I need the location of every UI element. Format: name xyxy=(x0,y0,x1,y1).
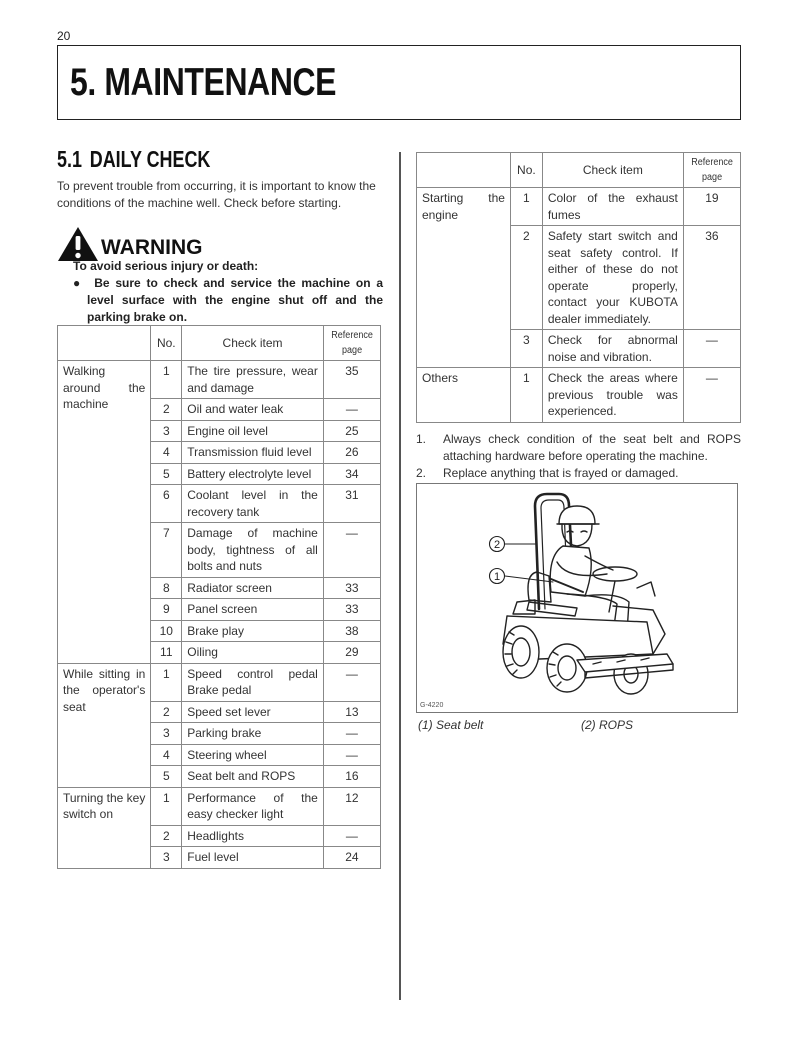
callout-seat-belt xyxy=(490,569,505,584)
check-group-label: Others xyxy=(417,368,511,423)
group-header xyxy=(417,153,511,188)
note-item: 2. Replace anything that is frayed or damaged. xyxy=(416,466,679,480)
note-item: 1. Always check condition of the seat belt and ROPS attaching hardware before operating the machine. xyxy=(416,432,741,463)
column-divider xyxy=(399,152,401,1000)
reference-page: 33 xyxy=(323,599,380,621)
row-number: 9 xyxy=(151,599,182,621)
mower-drawing xyxy=(417,484,737,712)
check-item: Seat belt and ROPS xyxy=(182,766,324,788)
check-item: Brake play xyxy=(182,620,324,642)
row-number: 3 xyxy=(151,847,182,869)
row-number: 2 xyxy=(510,226,542,330)
caption-seat-belt: (1) Seat belt xyxy=(418,718,484,732)
no-header: No. xyxy=(151,326,182,361)
check-item: Color of the exhaust fumes xyxy=(542,188,683,226)
table-row xyxy=(417,188,741,226)
row-number: 11 xyxy=(151,642,182,664)
check-item-header: Check item xyxy=(542,153,683,188)
row-number: 6 xyxy=(151,485,182,523)
svg-text:2: 2 xyxy=(493,539,501,551)
check-item: Performance of the easy checker light xyxy=(182,787,324,825)
check-item: The tire pressure, wear and damage xyxy=(182,361,324,399)
check-item: Parking brake xyxy=(182,723,324,745)
check-item: Speed control pedal Brake pedal xyxy=(182,663,324,701)
no-header: No. xyxy=(510,153,542,188)
reference-page: 19 xyxy=(683,188,740,226)
reference-page: 12 xyxy=(323,787,380,825)
callout-rops xyxy=(490,537,505,552)
section-title xyxy=(57,146,210,173)
check-item: Steering wheel xyxy=(182,744,324,766)
caption-rops: (2) ROPS xyxy=(581,718,634,732)
chapter-title: 5. MAINTENANCE xyxy=(70,60,337,104)
daily-check-table-right xyxy=(416,152,741,423)
check-item: Headlights xyxy=(182,825,324,847)
reference-page: 36 xyxy=(683,226,740,330)
row-number: 5 xyxy=(151,463,182,485)
reference-page: 29 xyxy=(323,642,380,664)
reference-page: — xyxy=(323,523,380,578)
row-number: 2 xyxy=(151,825,182,847)
check-item-header: Check item xyxy=(182,326,324,361)
reference-page-header: Reference page xyxy=(683,153,740,188)
table-header-row xyxy=(417,153,741,188)
table-row xyxy=(58,787,381,825)
row-number: 4 xyxy=(151,442,182,464)
reference-page: — xyxy=(323,663,380,701)
warning-header xyxy=(57,222,203,262)
reference-page: 26 xyxy=(323,442,380,464)
check-group-label: While sitting in the operator's seat xyxy=(58,663,151,787)
reference-page: — xyxy=(683,330,740,368)
check-item: Speed set lever xyxy=(182,701,324,723)
chapter-header xyxy=(57,45,741,120)
check-item: Transmission fluid level xyxy=(182,442,324,464)
check-item: Radiator screen xyxy=(182,577,324,599)
row-number: 3 xyxy=(510,330,542,368)
check-item: Check the areas where previous trouble was experienced. xyxy=(542,368,683,423)
reference-page: 33 xyxy=(323,577,380,599)
row-number: 2 xyxy=(151,701,182,723)
row-number: 1 xyxy=(510,368,542,423)
daily-check-table-left xyxy=(57,325,381,869)
table-header-row xyxy=(58,326,381,361)
check-item: Engine oil level xyxy=(182,420,324,442)
check-item: Damage of machine body, tightness of all bolts and nuts xyxy=(182,523,324,578)
row-number: 10 xyxy=(151,620,182,642)
row-number: 3 xyxy=(151,420,182,442)
reference-page: — xyxy=(323,723,380,745)
check-group-label: Walking around the machine xyxy=(58,361,151,664)
row-number: 1 xyxy=(151,663,182,701)
reference-page: 25 xyxy=(323,420,380,442)
warning-triangle-icon xyxy=(57,226,99,262)
check-item: Oil and water leak xyxy=(182,399,324,421)
check-item: Panel screen xyxy=(182,599,324,621)
group-header xyxy=(58,326,151,361)
row-number: 4 xyxy=(151,744,182,766)
check-item: Check for abnormal noise and vibration. xyxy=(542,330,683,368)
reference-page: 35 xyxy=(323,361,380,399)
check-group-label: Starting the engine xyxy=(417,188,511,368)
warning-label: WARNING xyxy=(101,236,203,259)
row-number: 3 xyxy=(151,723,182,745)
reference-page: — xyxy=(683,368,740,423)
row-number: 2 xyxy=(151,399,182,421)
table-row xyxy=(58,361,381,399)
section-title-text: DAILY CHECK xyxy=(89,146,211,172)
bullet-dot-icon: ● xyxy=(73,276,95,290)
reference-page: 16 xyxy=(323,766,380,788)
row-number: 5 xyxy=(151,766,182,788)
warning-subhead: To avoid serious injury or death: xyxy=(73,259,259,273)
check-item: Coolant level in the recovery tank xyxy=(182,485,324,523)
reference-page: — xyxy=(323,744,380,766)
reference-page: 34 xyxy=(323,463,380,485)
section-number: 5.1 xyxy=(57,146,82,172)
table-row xyxy=(58,663,381,701)
warning-bullet-text: Be sure to check and service the machine on a level surface with the engine shut off and the parking brake on. xyxy=(87,276,383,324)
reference-page: — xyxy=(323,825,380,847)
section-intro: To prevent trouble from occurring, it is important to know the conditions of the machine well. Check before starting. xyxy=(57,179,376,210)
check-group-label: Turning the key switch on xyxy=(58,787,151,868)
svg-text:1: 1 xyxy=(493,571,501,583)
reference-page: 38 xyxy=(323,620,380,642)
notes-list xyxy=(416,431,741,482)
reference-page-header: Reference page xyxy=(323,326,380,361)
row-number: 1 xyxy=(151,361,182,399)
reference-page: 13 xyxy=(323,701,380,723)
check-item: Battery electrolyte level xyxy=(182,463,324,485)
warning-bullet xyxy=(73,275,383,326)
row-number: 1 xyxy=(510,188,542,226)
reference-page: 24 xyxy=(323,847,380,869)
row-number: 7 xyxy=(151,523,182,578)
mower-illustration xyxy=(416,483,738,713)
check-item: Safety start switch and seat safety control. If either of these do not operate properly, contact your KUBOTA dealer immediately. xyxy=(542,226,683,330)
row-number: 8 xyxy=(151,577,182,599)
reference-page: — xyxy=(323,399,380,421)
check-item: Oiling xyxy=(182,642,324,664)
figure-code: G-4220 xyxy=(420,702,444,709)
reference-page: 31 xyxy=(323,485,380,523)
check-item: Fuel level xyxy=(182,847,324,869)
row-number: 1 xyxy=(151,787,182,825)
table-row xyxy=(417,368,741,423)
page-number: 20 xyxy=(57,29,71,43)
